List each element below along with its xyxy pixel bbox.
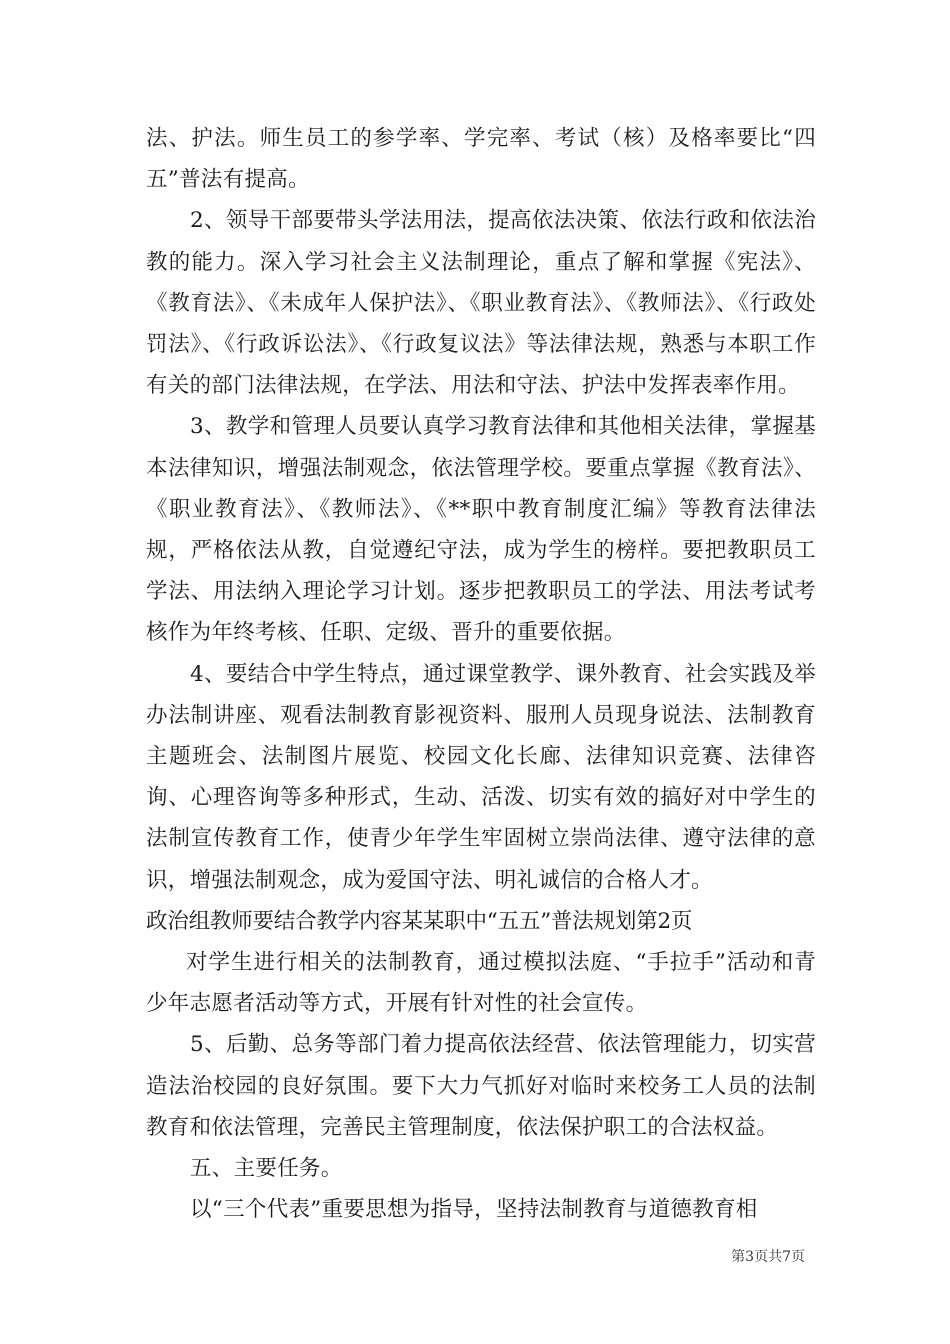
paragraph-student-education: 对学生进行相关的法制教育，通过模拟法庭、“手拉手”活动和青少年志愿者活动等方式，开展有针对性的社会宣传。 xyxy=(146,950,816,1017)
page-number: 第3页共7页 xyxy=(731,1249,805,1265)
paragraph-item-2: 2、领导干部要带头学法用法，提高依法决策、依法行政和依法治教的能力。深入学习社会主义法制理论，重点了解和掌握《宪法》、《教育法》、《未成年人保护法》、《职业教育法》、《教师法》、《行政处罚法》、《行政诉讼法》、《行政复议法》等法律法规，熟悉与本职工作有关的部门法律法规，在学法、用法和守法、护法中发挥表率作用。 xyxy=(146,208,816,399)
paragraph-guiding-thought: 以“三个代表”重要思想为指导，坚持法制教育与道德教育相 xyxy=(190,1197,758,1223)
paragraph-item-5: 5、后勤、总务等部门着力提高依法经营、依法管理能力，切实营造法治校园的良好氛围。要下大力气抓好对临时来校务工人员的法制教育和依法管理，完善民主管理制度，依法保护职工的合法权益。 xyxy=(146,1032,816,1140)
paragraph-item-3: 3、教学和管理人员要认真学习教育法律和其他相关法律，掌握基本法律知识，增强法制观念，依法管理学校。要重点掌握《教育法》、《职业教育法》、《教师法》、《**职中教育制度汇编》等教育法律法规，严格依法从教，自觉遵纪守法，成为学生的榜样。要把教职员工学法、用法纳入理论学习计划。逐步把教职员工的学法、用法考试考核作为年终考核、任职、定级、晋升的重要依据。 xyxy=(146,414,816,646)
paragraph-continuation: 法、护法。师生员工的参学率、学完率、考试（核）及格率要比“四五”普法有提高。 xyxy=(146,126,816,193)
paragraph-item-4: 4、要结合中学生特点，通过课堂教学、课外教育、社会实践及举办法制讲座、观看法制教育影视资料、服刑人员现身说法、法制教育主题班会、法制图片展览、校园文化长廊、法律知识竞赛、法律咨询、心理咨询等多种形式，生动、活泼、切实有效的搞好对中学生的法制宣传教育工作，使青少年学生牢固树立崇尚法律、遵守法律的意识，增强法制观念，成为爱国守法、明礼诚信的合格人才。 xyxy=(146,661,816,893)
document-body xyxy=(146,118,816,1230)
paragraph-politics-teachers: 政治组教师要结合教学内容某某职中“五五”普法规划第2页 xyxy=(146,908,693,934)
section-heading-main-tasks: 五、主要任务。 xyxy=(190,1156,343,1182)
